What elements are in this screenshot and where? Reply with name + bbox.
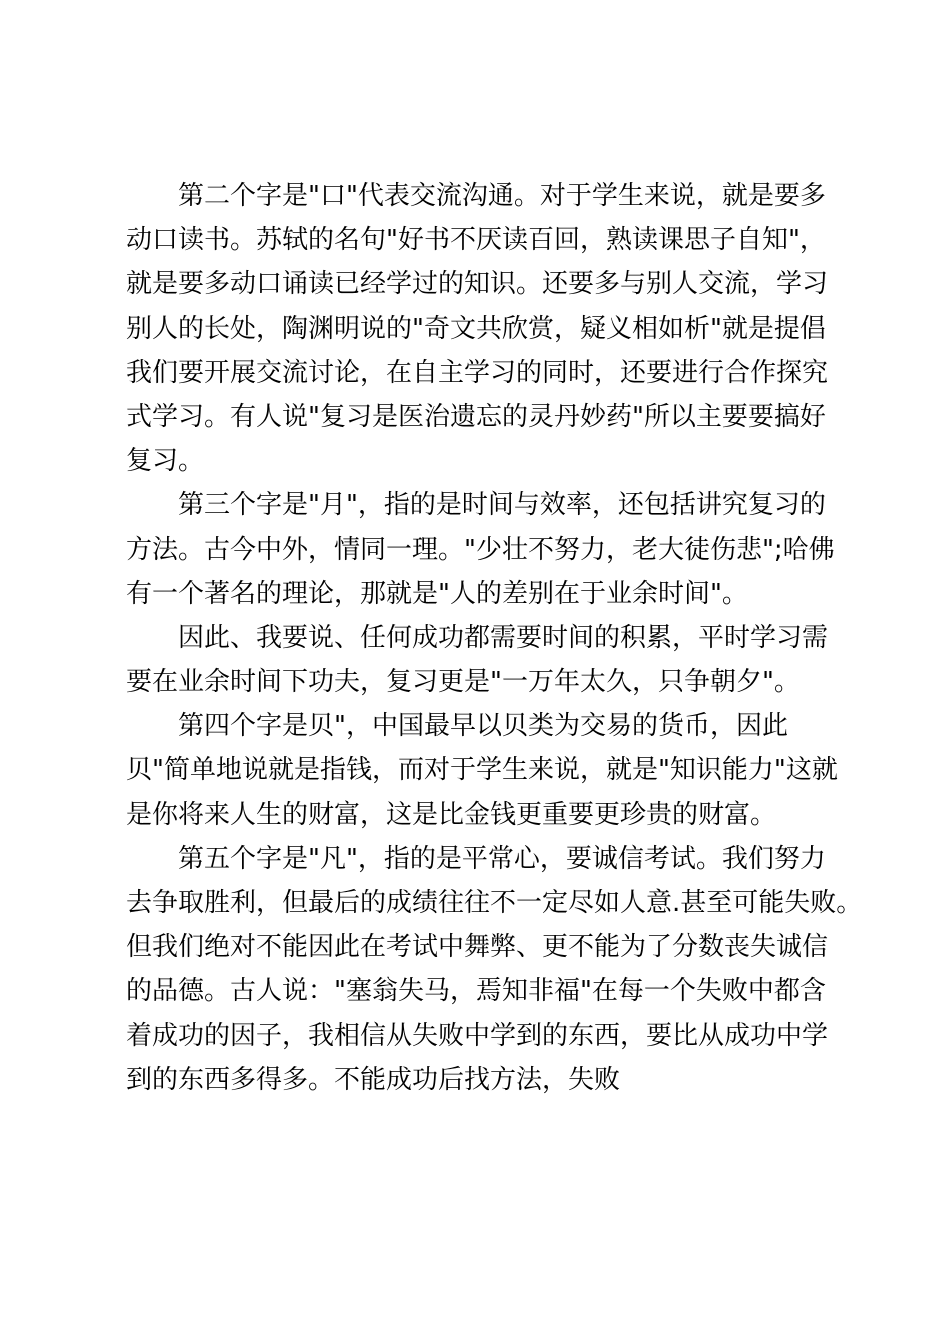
text-line: 是你将来人生的财富，这是比金钱更重要更珍贵的财富。 — [126, 799, 777, 830]
text-line: 第四个字是贝"，中国最早以贝类为交易的货币，因此 — [178, 711, 788, 742]
text-line: 别人的长处，陶渊明说的"奇文共欣赏，疑义相如析"就是提倡 — [126, 313, 826, 344]
text-line: 方法。古今中外，情同一理。"少壮不努力，老大徒伤悲";哈佛 — [126, 534, 835, 565]
text-line: 就是要多动口诵读已经学过的知识。还要多与别人交流，学习 — [126, 269, 829, 300]
text-line: 去争取胜利，但最后的成绩往往不一定尽如人意.甚至可能失败。 — [126, 888, 863, 918]
text-line: 的品德。古人说："塞翁失马，焉知非福"在每一个失败中都含 — [126, 976, 826, 1007]
text-line: 贝"简单地说就是指钱，而对于学生来说，就是"知识能力"这就 — [126, 755, 838, 786]
paragraph-ordinary — [126, 837, 863, 1102]
text-line: 第三个字是"月"，指的是时间与效率，还包括讲究复习的 — [178, 490, 826, 521]
text-line: 第五个字是"凡"，指的是平常心，要诚信考试。我们努力 — [178, 843, 826, 874]
text-line: 要在业余时间下功夫，复习更是"一万年太久，只争朝夕"。 — [126, 667, 800, 698]
text-line: 动口读书。苏轼的名句"好书不厌读百回，熟读课思子自知"， — [126, 225, 826, 256]
text-line: 我们要开展交流讨论，在自主学习的同时，还要进行合作探究 — [126, 357, 829, 388]
body-text — [126, 174, 863, 1102]
text-line: 因此、我要说、任何成功都需要时间的积累，平时学习需 — [178, 622, 829, 653]
paragraph-shell — [126, 704, 838, 837]
text-line: 复习。 — [126, 446, 205, 477]
text-line: 着成功的因子，我相信从失败中学到的东西，要比从成功中学 — [126, 1020, 829, 1051]
text-line: 第二个字是"口"代表交流沟通。对于学生来说，就是要多 — [178, 181, 826, 211]
paragraph-mouth — [126, 174, 838, 483]
paragraph-moon — [126, 483, 838, 616]
text-line: 式学习。有人说"复习是医治遗忘的灵丹妙药"所以主要要搞好 — [126, 401, 826, 432]
text-line: 有一个著名的理论，那就是"人的差别在于业余时间"。 — [126, 578, 748, 609]
text-line: 到的东西多得多。不能成功后找方法，失败 — [126, 1064, 621, 1095]
paragraph-time — [126, 616, 838, 704]
text-line: 但我们绝对不能因此在考试中舞弊、更不能为了分数丧失诚信 — [126, 932, 829, 963]
